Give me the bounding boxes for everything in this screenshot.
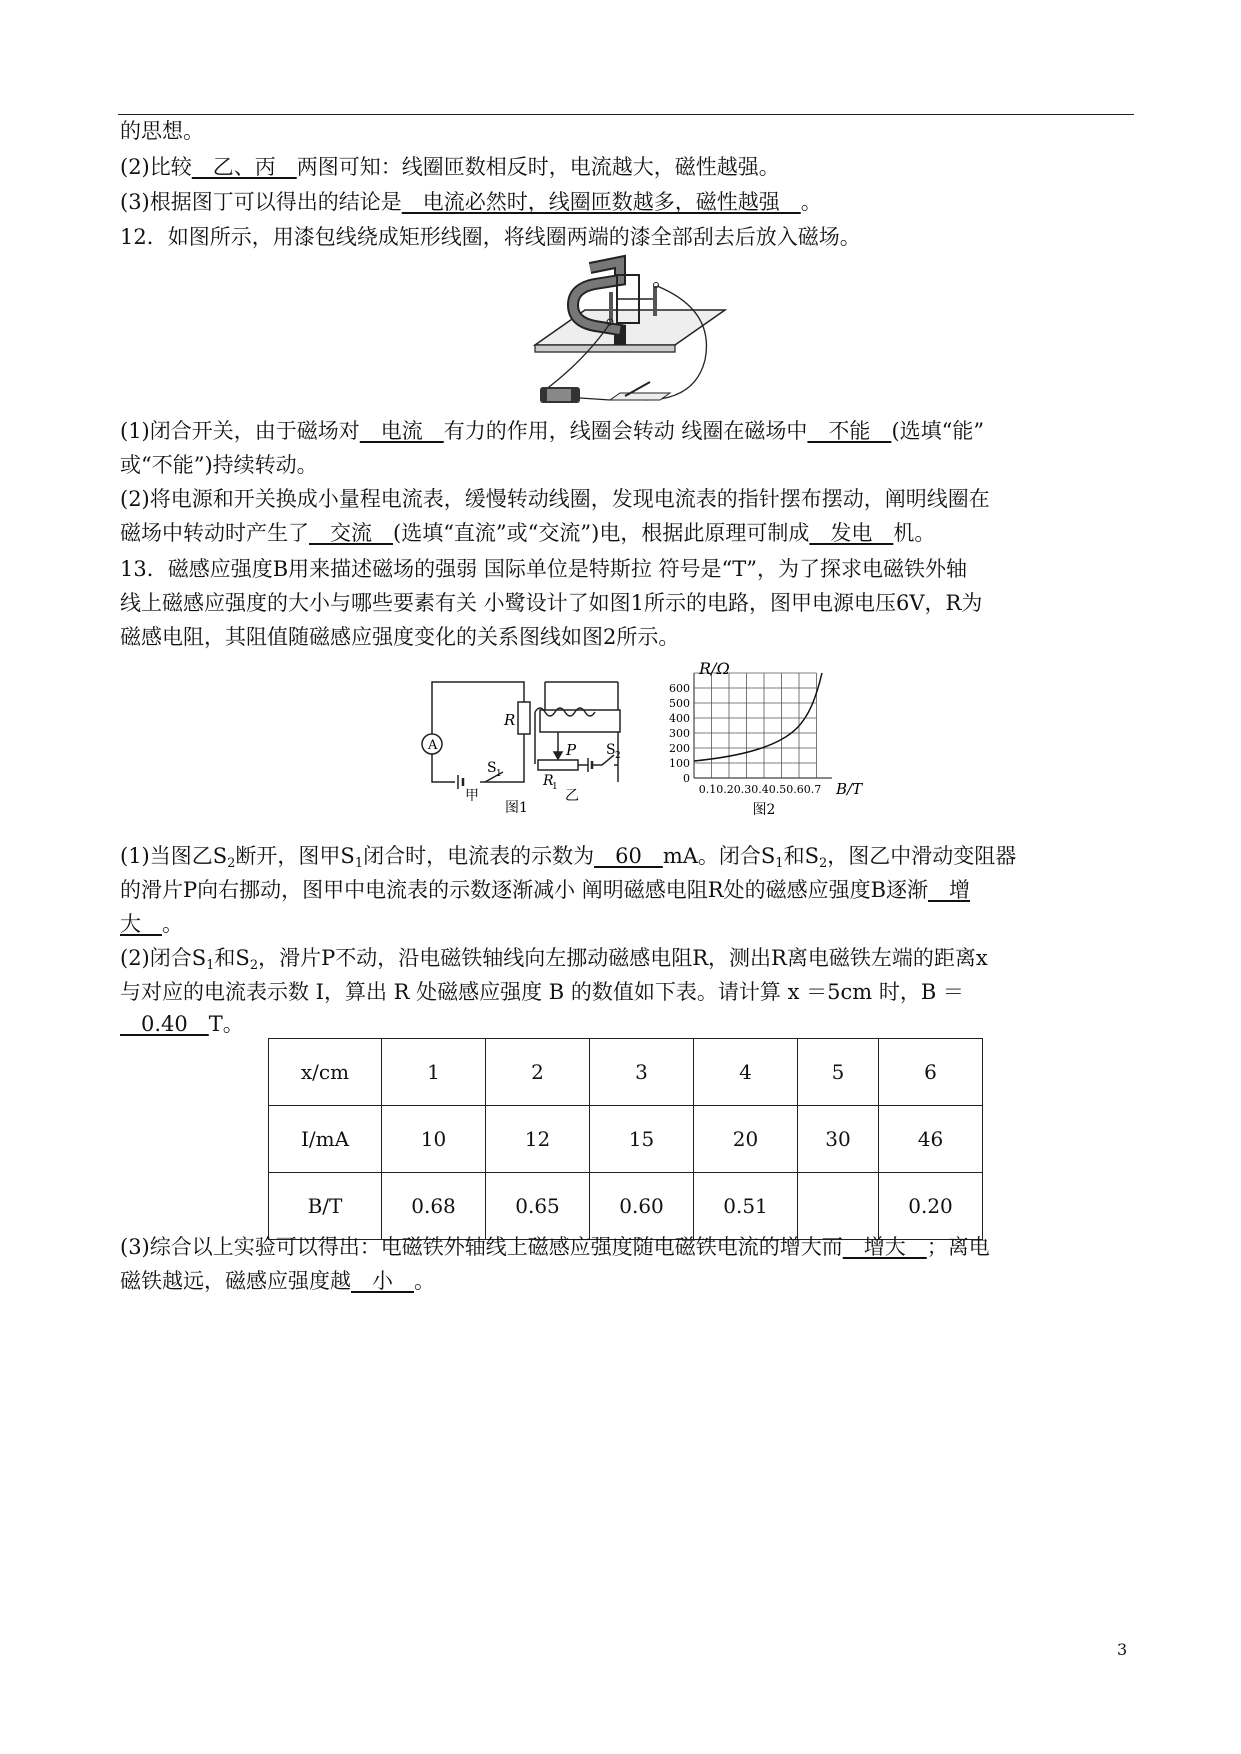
page-number: 3 [1117, 1640, 1128, 1659]
svg-text:R: R [543, 773, 554, 789]
table-cell: 5 [798, 1039, 879, 1106]
table-row [269, 1106, 983, 1173]
question-13-line2: 线上磁感应强度的大小与哪些要素有关 小鹭设计了如图1所示的电路，图甲电源电压6V，R为 [120, 591, 983, 615]
x-tick-label: 0.3 [733, 783, 752, 796]
svg-text:S: S [606, 742, 616, 758]
data-table [268, 1038, 983, 1240]
table-header: B/T [269, 1173, 382, 1240]
x-tick-label: 0.1 [698, 783, 717, 796]
answer-blank: 发电 [809, 521, 894, 545]
q13-part1-line1: (1)当图乙$S_2$断开，图甲$S_1$闭合时，电流表的示数为 60 mA。闭合$S_1$和$S_2$，图乙中滑动变阻器 [120, 844, 1017, 871]
table-header: I/mA [269, 1106, 382, 1173]
svg-text:P: P [566, 741, 577, 759]
answer-blank: 增大 [842, 1235, 927, 1259]
q12-part2-line1: (2)将电源和开关换成小量程电流表，缓慢转动线圈，发现电流表的指针摆布摆动，阐明线圈在 [120, 487, 990, 511]
motor-apparatus-figure [525, 250, 730, 410]
label-yi: 乙 [565, 788, 579, 804]
answer-blank: 乙、丙 [191, 155, 297, 179]
figure-1-caption: 图1 [505, 800, 528, 814]
q12-part2-line2: 磁场中转动时产生了 交流 (选填“直流”或“交流”)电，根据此原理可制成 发电 机。 [120, 521, 936, 545]
table-cell: 6 [879, 1039, 983, 1106]
q13-part2-line3: 0.40 T。 [120, 1012, 244, 1036]
svg-text:1: 1 [496, 769, 502, 779]
table-cell: 0.68 [382, 1173, 486, 1240]
table-row [269, 1173, 983, 1240]
answer-blank: 0.40 [120, 1012, 209, 1036]
answer-blank: 大 [120, 912, 162, 936]
y-tick-label: 300 [669, 727, 690, 740]
q12-part1-line2: 或“不能”)持续转动。 [120, 453, 318, 477]
table-cell: 15 [590, 1106, 694, 1173]
table-cell: 0.20 [879, 1173, 983, 1240]
q13-part1-line2: 的滑片P向右挪动，图甲中电流表的示数逐渐减小 阐明磁感电阻R处的磁感应强度B逐渐 增 [120, 878, 971, 902]
y-tick-label: 0 [683, 772, 690, 785]
line-1: 的思想。 [120, 119, 204, 143]
q13-part3-line2: 磁铁越远，磁感应强度越 小 。 [120, 1269, 435, 1293]
line-3: (3)根据图丁可以得出的结论是 电流必然时，线圈匝数越多，磁性越强 。 [120, 190, 822, 214]
y-tick-label: 600 [669, 682, 690, 695]
x-axis-label: B/T [836, 780, 863, 798]
table-cell: 1 [382, 1039, 486, 1106]
table-cell: 3 [590, 1039, 694, 1106]
answer-blank: 交流 [309, 521, 393, 545]
table-cell: 12 [486, 1106, 590, 1173]
y-tick-label: 400 [669, 712, 690, 725]
q13-part1-line3: 大 。 [120, 912, 183, 936]
table-cell: 20 [694, 1106, 798, 1173]
answer-blank: 电流 [359, 419, 444, 443]
table-cell: 46 [879, 1106, 983, 1173]
svg-text:S: S [487, 760, 497, 776]
table-cell [798, 1173, 879, 1240]
question-12: 12．如图所示，用漆包线绕成矩形线圈，将线圈两端的漆全部刮去后放入磁场。 [120, 225, 861, 249]
q12-part1-line1: (1)闭合开关，由于磁场对 电流 有力的作用，线圈会转动 线圈在磁场中 不能 (选填“能” [120, 419, 985, 443]
answer-blank: 60 [594, 844, 663, 868]
question-13-line3: 磁感电阻，其阻值随磁感应强度变化的关系图线如图2所示。 [120, 625, 680, 649]
answer-blank: 增 [928, 878, 971, 902]
table-cell: 0.65 [486, 1173, 590, 1240]
svg-text:1: 1 [552, 782, 558, 792]
label-jia: 甲 [465, 788, 479, 804]
y-tick-label: 200 [669, 742, 690, 755]
question-13-line1: 13．磁感应强度B用来描述磁场的强弱 国际单位是特斯拉 符号是“T”，为了探求电磁铁外轴 [120, 557, 967, 581]
ammeter-label: A [428, 738, 438, 753]
table-header: x/cm [269, 1039, 382, 1106]
header-rule [118, 114, 1134, 115]
answer-blank: 小 [351, 1269, 414, 1293]
answer-blank: 电流必然时，线圈匝数越多，磁性越强 [401, 190, 801, 214]
table-cell: 2 [486, 1039, 590, 1106]
x-tick-label: 0.7 [803, 783, 822, 796]
q13-part2-line1: (2)闭合$S_1$和$S_2$，滑片P不动，沿电磁铁轴线向左挪动磁感电阻R，测出R离电磁铁左端的距离x [120, 946, 988, 973]
table-row [269, 1039, 983, 1106]
y-tick-label: 100 [669, 757, 690, 770]
q13-part3-line1: (3)综合以上实验可以得出：电磁铁外轴线上磁感应强度随电磁铁电流的增大而 增大 ；离电 [120, 1235, 990, 1259]
q13-part2-line2: 与对应的电流表示数 I，算出 R 处磁感应强度 B 的数值如下表。请计算 x ＝5cm 时，B ＝ [120, 980, 964, 1004]
table-cell: 30 [798, 1106, 879, 1173]
table-cell: 0.60 [590, 1173, 694, 1240]
figure-1-circuits [420, 672, 660, 814]
y-axis-label: R/Ω [699, 659, 730, 678]
line-2: (2)比较 乙、丙 两图可知：线圈匝数相反时，电流越大，磁性越强。 [120, 155, 780, 179]
x-tick-label: 0.4 [751, 783, 769, 796]
table-cell: 10 [382, 1106, 486, 1173]
y-tick-label: 500 [669, 697, 690, 710]
x-tick-label: 0.6 [786, 783, 804, 796]
figure-2-caption: 图2 [752, 802, 776, 818]
table-cell: 0.51 [694, 1173, 798, 1240]
figure-2-graph [664, 658, 876, 818]
x-tick-label: 0.5 [768, 783, 787, 796]
answer-blank: 不能 [807, 419, 892, 443]
svg-text:2: 2 [615, 751, 621, 761]
x-tick-label: 0.2 [716, 783, 734, 796]
table-cell: 4 [694, 1039, 798, 1106]
svg-text:R: R [504, 711, 516, 729]
